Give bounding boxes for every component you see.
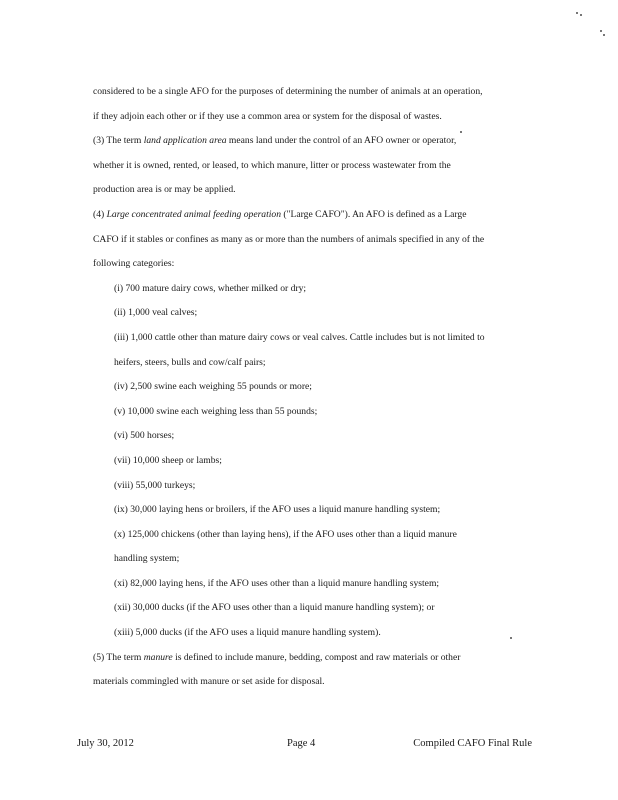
def4-term: Large concentrated animal feeding operation	[106, 208, 282, 220]
page-number: Page 4	[287, 738, 316, 749]
body-text	[93, 80, 538, 695]
def3-rest: means land under the control of an AFO owner or operator,	[226, 135, 457, 147]
def5-prefix: (5) The term	[93, 651, 144, 663]
category-item: (iv) 2,500 swine each weighing 55 pounds or more;	[114, 381, 312, 393]
def3-term: land application area	[143, 135, 227, 147]
category-item: (vii) 10,000 sheep or lambs;	[114, 454, 222, 466]
definition-land-application-area	[93, 129, 538, 154]
text-line: if they adjoin each other or if they use a common area or system for the disposal of wastes.	[93, 110, 442, 122]
category-item: (x) 125,000 chickens (other than laying hens), if the AFO uses other than a liquid manure	[114, 528, 457, 540]
category-item: (vi) 500 horses;	[114, 430, 175, 442]
text-line: considered to be a single AFO for the purposes of determining the number of animals at an operation,	[93, 86, 483, 97]
definition-large-cafo	[93, 203, 538, 228]
category-item: (v) 10,000 swine each weighing less than 55 pounds;	[114, 405, 318, 417]
def4-prefix: (4)	[93, 208, 107, 220]
def5-rest: is defined to include manure, bedding, compost and raw materials or other	[172, 651, 461, 663]
text-line: following categories:	[93, 258, 175, 270]
category-item: heifers, steers, bulls and cow/calf pairs;	[114, 356, 266, 368]
category-item: (xiii) 5,000 ducks (if the AFO uses a liquid manure handling system).	[114, 627, 381, 639]
definition-manure	[93, 646, 538, 671]
category-item: (ix) 30,000 laying hens or broilers, if the AFO uses a liquid manure handling system;	[114, 504, 441, 516]
def3-prefix: (3) The term	[93, 135, 144, 147]
page-footer	[77, 738, 532, 749]
footer-title: Compiled CAFO Final Rule	[413, 738, 532, 749]
category-item: (ii) 1,000 veal calves;	[114, 307, 198, 319]
category-item: (iii) 1,000 cattle other than mature dairy cows or veal calves. Cattle includes but is not limited to	[114, 331, 485, 343]
text-line: production area is or may be applied.	[93, 184, 236, 196]
category-item: (xii) 30,000 ducks (if the AFO uses other than a liquid manure handling system); or	[114, 602, 435, 614]
def4-rest: ("Large CAFO"). An AFO is defined as a Large	[281, 208, 467, 220]
category-item: handling system;	[114, 553, 180, 565]
footer-date: July 30, 2012	[77, 738, 134, 749]
category-item: (xi) 82,000 laying hens, if the AFO uses other than a liquid manure handling system;	[114, 577, 440, 589]
def5-term: manure	[143, 651, 173, 663]
text-line: whether it is owned, rented, or leased, to which manure, litter or process wastewater from the	[93, 159, 451, 171]
text-line: materials commingled with manure or set aside for disposal.	[93, 676, 325, 688]
category-item: (viii) 55,000 turkeys;	[114, 479, 196, 491]
category-item: (i) 700 mature dairy cows, whether milked or dry;	[114, 282, 307, 294]
text-line: CAFO if it stables or confines as many as or more than the numbers of animals specified in any of the	[93, 233, 485, 245]
